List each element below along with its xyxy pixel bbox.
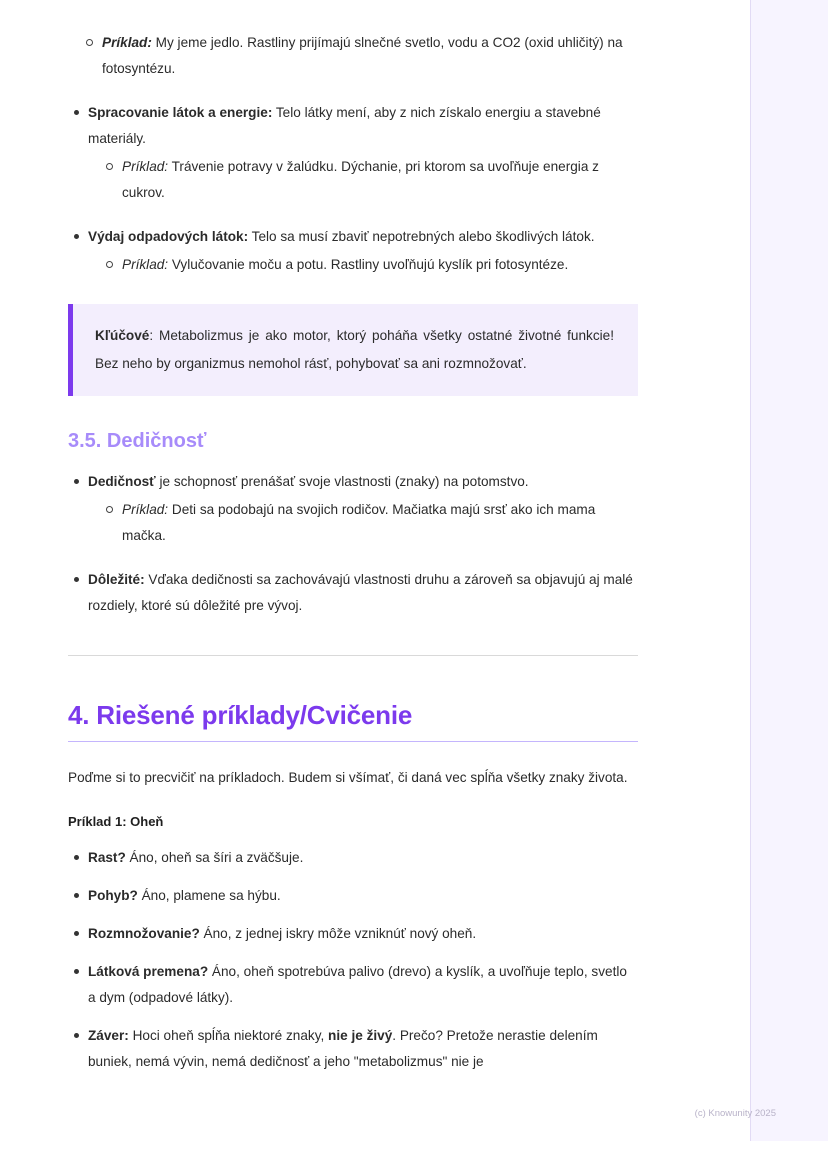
list-item bbox=[88, 100, 638, 206]
list-item bbox=[122, 154, 638, 206]
example-label: Príklad: bbox=[102, 35, 152, 50]
list-item bbox=[88, 959, 638, 1011]
examples-intro: Poďme si to precvičiť na príkladoch. Budem si všímať, či daná vec spĺňa všetky znaky života. bbox=[68, 770, 628, 785]
list-item bbox=[88, 567, 638, 619]
example-title: Príklad 1: Oheň bbox=[68, 814, 164, 829]
example-label: Príklad: bbox=[122, 159, 169, 174]
example-text: Deti sa podobajú na svojich rodičov. Mačiatka majú srsť ako ich mama mačka. bbox=[122, 502, 596, 543]
heredity-list bbox=[68, 469, 638, 619]
conclusion-part2: . Prečo? Pretože nerastie delením buniek, nemá vývin, nemá dedičnosť a jeho "metabolizmus" nie je bbox=[88, 1028, 598, 1069]
list-item bbox=[88, 921, 638, 947]
item-text: Vďaka dedičnosti sa zachovávajú vlastnosti druhu a zároveň sa objavujú aj malé rozdiely, ktoré sú dôležité pre vývoj. bbox=[88, 572, 633, 613]
key-callout-box bbox=[68, 304, 638, 396]
list-item bbox=[88, 224, 638, 278]
sub-list bbox=[88, 252, 638, 278]
list-item-conclusion bbox=[88, 1023, 638, 1075]
list-item bbox=[88, 883, 638, 909]
section-heading-heredity: 3.5. Dedičnosť bbox=[68, 430, 207, 452]
document-content bbox=[68, 28, 638, 1087]
item-text: Áno, z jednej iskry môže vzniknúť nový oheň. bbox=[199, 926, 477, 941]
example-text: Trávenie potravy v žalúdku. Dýchanie, pri ktorom sa uvoľňuje energia z cukrov. bbox=[122, 159, 599, 200]
item-label: Pohyb? bbox=[88, 888, 138, 903]
example-text: Vylučovanie moču a potu. Rastliny uvoľňujú kyslík pri fotosyntéze. bbox=[168, 257, 569, 272]
item-text: Áno, oheň spotrebúva palivo (drevo) a kyslík, a uvoľňuje teplo, svetlo a dym (odpadové látky). bbox=[88, 964, 627, 1005]
metabolism-list bbox=[68, 100, 638, 278]
list-item bbox=[122, 497, 638, 549]
item-label: Spracovanie látok a energie: bbox=[88, 105, 273, 120]
item-label: Výdaj odpadových látok: bbox=[88, 229, 249, 244]
callout-text: : Metabolizmus je ako motor, ktorý poháňa všetky ostatné životné funkcie! Bez neho by organizmus nemohol rásť, pohybovať sa ani rozmnožovať. bbox=[95, 328, 614, 371]
conclusion-bold: nie je živý bbox=[328, 1028, 393, 1043]
item-text: Áno, oheň sa šíri a zväčšuje. bbox=[125, 850, 304, 865]
list-item bbox=[102, 30, 638, 82]
sub-list bbox=[88, 154, 638, 206]
bottom-strip bbox=[0, 1141, 828, 1171]
list-item bbox=[88, 469, 638, 549]
example-criteria-list bbox=[68, 845, 638, 1075]
item-label: Látková premena? bbox=[88, 964, 209, 979]
right-decorative-panel bbox=[750, 0, 828, 1141]
sub-list bbox=[88, 497, 638, 549]
item-text: Telo látky mení, aby z nich získalo energiu a stavebné materiály. bbox=[88, 105, 601, 146]
callout-label: Kľúčové bbox=[95, 328, 150, 343]
list-continued-example bbox=[68, 30, 638, 82]
item-text: Áno, plamene sa hýbu. bbox=[137, 888, 281, 903]
section-heading-examples: 4. Riešené príklady/Cvičenie bbox=[68, 700, 413, 730]
conclusion-label: Záver: bbox=[88, 1028, 129, 1043]
example-label: Príklad: bbox=[122, 502, 169, 517]
item-text: Telo sa musí zbaviť nepotrebných alebo škodlivých látok. bbox=[248, 229, 595, 244]
copyright-notice: (c) Knowunity 2025 bbox=[694, 1108, 776, 1119]
item-label: Rozmnožovanie? bbox=[88, 926, 200, 941]
example-text: My jeme jedlo. Rastliny prijímajú slnečné svetlo, vodu a CO2 (oxid uhličitý) na fotosyntézu. bbox=[102, 35, 623, 76]
item-label: Dôležité: bbox=[88, 572, 145, 587]
example-label: Príklad: bbox=[122, 257, 169, 272]
item-text: je schopnosť prenášať svoje vlastnosti (znaky) na potomstvo. bbox=[155, 474, 529, 489]
item-label: Rast? bbox=[88, 850, 126, 865]
list-item bbox=[122, 252, 638, 278]
list-item bbox=[88, 845, 638, 871]
section-divider bbox=[68, 655, 638, 656]
item-label: Dedičnosť bbox=[88, 474, 156, 489]
conclusion-part1: Hoci oheň spĺňa niektoré znaky, bbox=[128, 1028, 329, 1043]
heading-underline bbox=[68, 741, 638, 742]
